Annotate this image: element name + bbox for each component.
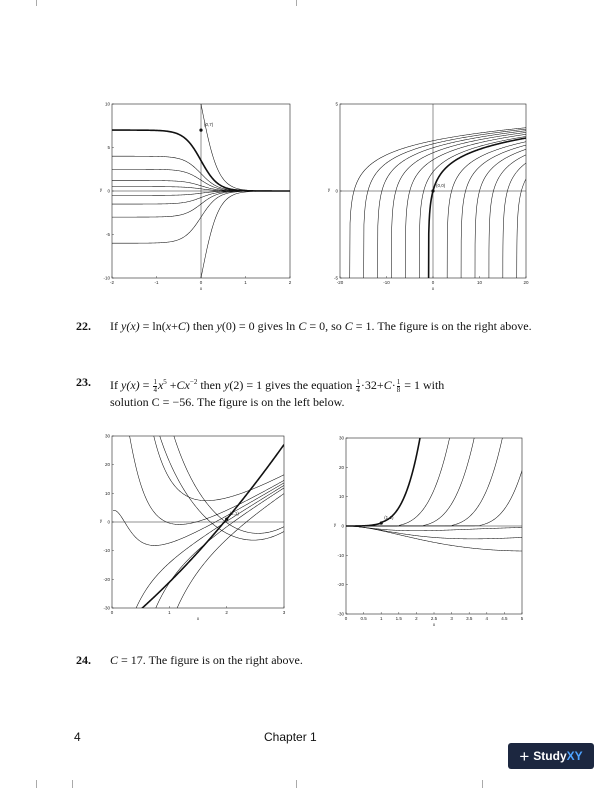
y-tick-label: 10: [338, 494, 344, 500]
y-tick-label: -30: [103, 605, 110, 611]
solution-curve: [346, 526, 522, 539]
x-tick-label: 0: [344, 616, 348, 621]
y-tick-label: 0: [107, 188, 110, 194]
solution-curve: [346, 471, 522, 526]
fraction: $\frac{1}{4}$: [356, 377, 360, 394]
plot-top-right-svg: [322, 98, 532, 298]
solution-curve: [346, 526, 522, 531]
y-tick-label: 20: [104, 462, 110, 468]
point-annotation: (0,7): [204, 122, 214, 128]
solution-curve: [346, 311, 522, 526]
solution-curve: [110, 488, 284, 788]
x-tick-label: -10: [383, 280, 390, 285]
y-axis-label: y: [99, 518, 103, 523]
y-tick-label: 30: [338, 435, 344, 441]
solution-curve: [113, 483, 284, 546]
x-tick-label: 3.5: [466, 616, 473, 621]
solution-curve: [110, 494, 284, 788]
page-number: 4: [74, 730, 81, 744]
y-tick-label: 30: [104, 433, 110, 439]
crop-mark: [36, 0, 37, 6]
y-tick-label: 5: [335, 101, 338, 107]
plot-bottom-right-svg: [330, 432, 530, 644]
highlight-point: [380, 521, 383, 524]
plot-bottom-left-svg: [96, 430, 296, 622]
x-tick-label: 2: [415, 616, 418, 621]
x-tick-label: 1: [168, 610, 171, 615]
highlight-point: [431, 189, 434, 192]
x-tick-label: 1: [379, 616, 383, 621]
problem-number: 24.: [76, 653, 91, 667]
y-tick-label: 5: [107, 145, 110, 150]
x-tick-label: 20: [523, 280, 529, 285]
crop-mark: [296, 0, 297, 6]
plot-top-left-svg: [96, 98, 296, 298]
y-tick-label: 20: [338, 464, 344, 470]
x-tick-label: 0: [431, 280, 435, 285]
problem-number: 22.: [76, 319, 91, 333]
x-tick-label: -2: [109, 280, 115, 285]
x-axis-label: x: [432, 622, 436, 627]
x-axis-label: x: [431, 286, 435, 291]
y-tick-label: -5: [333, 275, 338, 281]
problem-number: 23.: [76, 375, 91, 389]
point-annotation: (0,0): [436, 183, 446, 188]
fraction: $\frac{1}{4}$: [153, 377, 157, 394]
crop-mark: [296, 780, 297, 788]
solution-curve: [110, 485, 284, 663]
crop-mark: [36, 780, 37, 788]
x-tick-label: 3: [450, 616, 453, 621]
x-tick-label: -1: [154, 280, 159, 285]
y-axis-label: y: [327, 187, 331, 192]
plot-bottom-right: [330, 432, 530, 644]
x-tick-label: 4: [485, 616, 489, 621]
x-tick-label: 0.5: [360, 616, 367, 621]
plus-icon: +: [519, 746, 530, 766]
problem-text: If y(x) = ln(x+C) then y(0) = 0 gives ln C = 0, so C = 1. The figure is on the right above.: [110, 319, 532, 333]
y-tick-label: -20: [103, 576, 110, 582]
y-tick-label: -30: [337, 611, 344, 617]
solution-curve-highlight: [346, 332, 434, 526]
fraction: $\frac{1}{8}$: [396, 377, 401, 394]
brand-text: StudyXY: [533, 749, 583, 763]
x-tick-label: 1: [244, 280, 247, 285]
y-tick-label: 10: [104, 490, 110, 496]
problem-text: C = 17. The figure is on the right above.: [110, 653, 303, 667]
point-annotation: (1,1): [384, 515, 394, 521]
y-axis-label: y: [333, 522, 337, 527]
crop-mark: [72, 780, 73, 788]
solution-curve-highlight: [110, 445, 284, 634]
y-tick-label: 0: [107, 519, 110, 525]
highlight-point: [199, 129, 202, 132]
plot-top-right: [322, 98, 532, 298]
y-tick-label: -10: [103, 275, 110, 281]
y-tick-label: 0: [341, 523, 344, 529]
plot-bottom-left: [96, 430, 296, 622]
y-tick-label: -5: [105, 232, 110, 237]
x-tick-label: 10: [476, 280, 483, 285]
studyxy-logo[interactable]: [508, 743, 594, 769]
x-tick-label: 0: [110, 610, 114, 615]
x-tick-label: 2: [225, 610, 228, 615]
x-tick-label: 4.5: [501, 616, 508, 621]
y-tick-label: -10: [337, 552, 344, 558]
y-tick-label: -20: [337, 582, 344, 588]
x-axis-label: x: [199, 286, 203, 291]
chapter-label: Chapter 1: [264, 730, 317, 744]
x-tick-label: 2.5: [430, 616, 438, 621]
y-tick-label: -10: [103, 548, 110, 554]
x-tick-label: 3: [282, 610, 286, 615]
point-annotation: (2,1): [229, 511, 239, 517]
y-axis-label: y: [99, 187, 103, 192]
problem-text: If y(x) = $\frac{1}{4}$ $x^5 +Cx^{-2}$ then y(2) = 1 gives the equation $\frac{1}{4}$ ·32+C· $\frac{1}{8}$ = 1 with solution C = −56. The figure is on the left below.: [110, 377, 445, 409]
highlight-point: [225, 518, 228, 521]
y-tick-label: 0: [335, 188, 338, 194]
x-axis-label: x: [196, 616, 200, 621]
x-tick-label: 5: [520, 616, 524, 621]
y-tick-label: 10: [104, 101, 110, 107]
x-tick-label: -20: [336, 280, 344, 285]
plot-top-left: [96, 98, 296, 298]
x-tick-label: 1.5: [395, 616, 402, 621]
crop-mark: [482, 780, 483, 788]
x-tick-label: 0: [199, 280, 203, 285]
x-tick-label: 2: [288, 280, 292, 285]
